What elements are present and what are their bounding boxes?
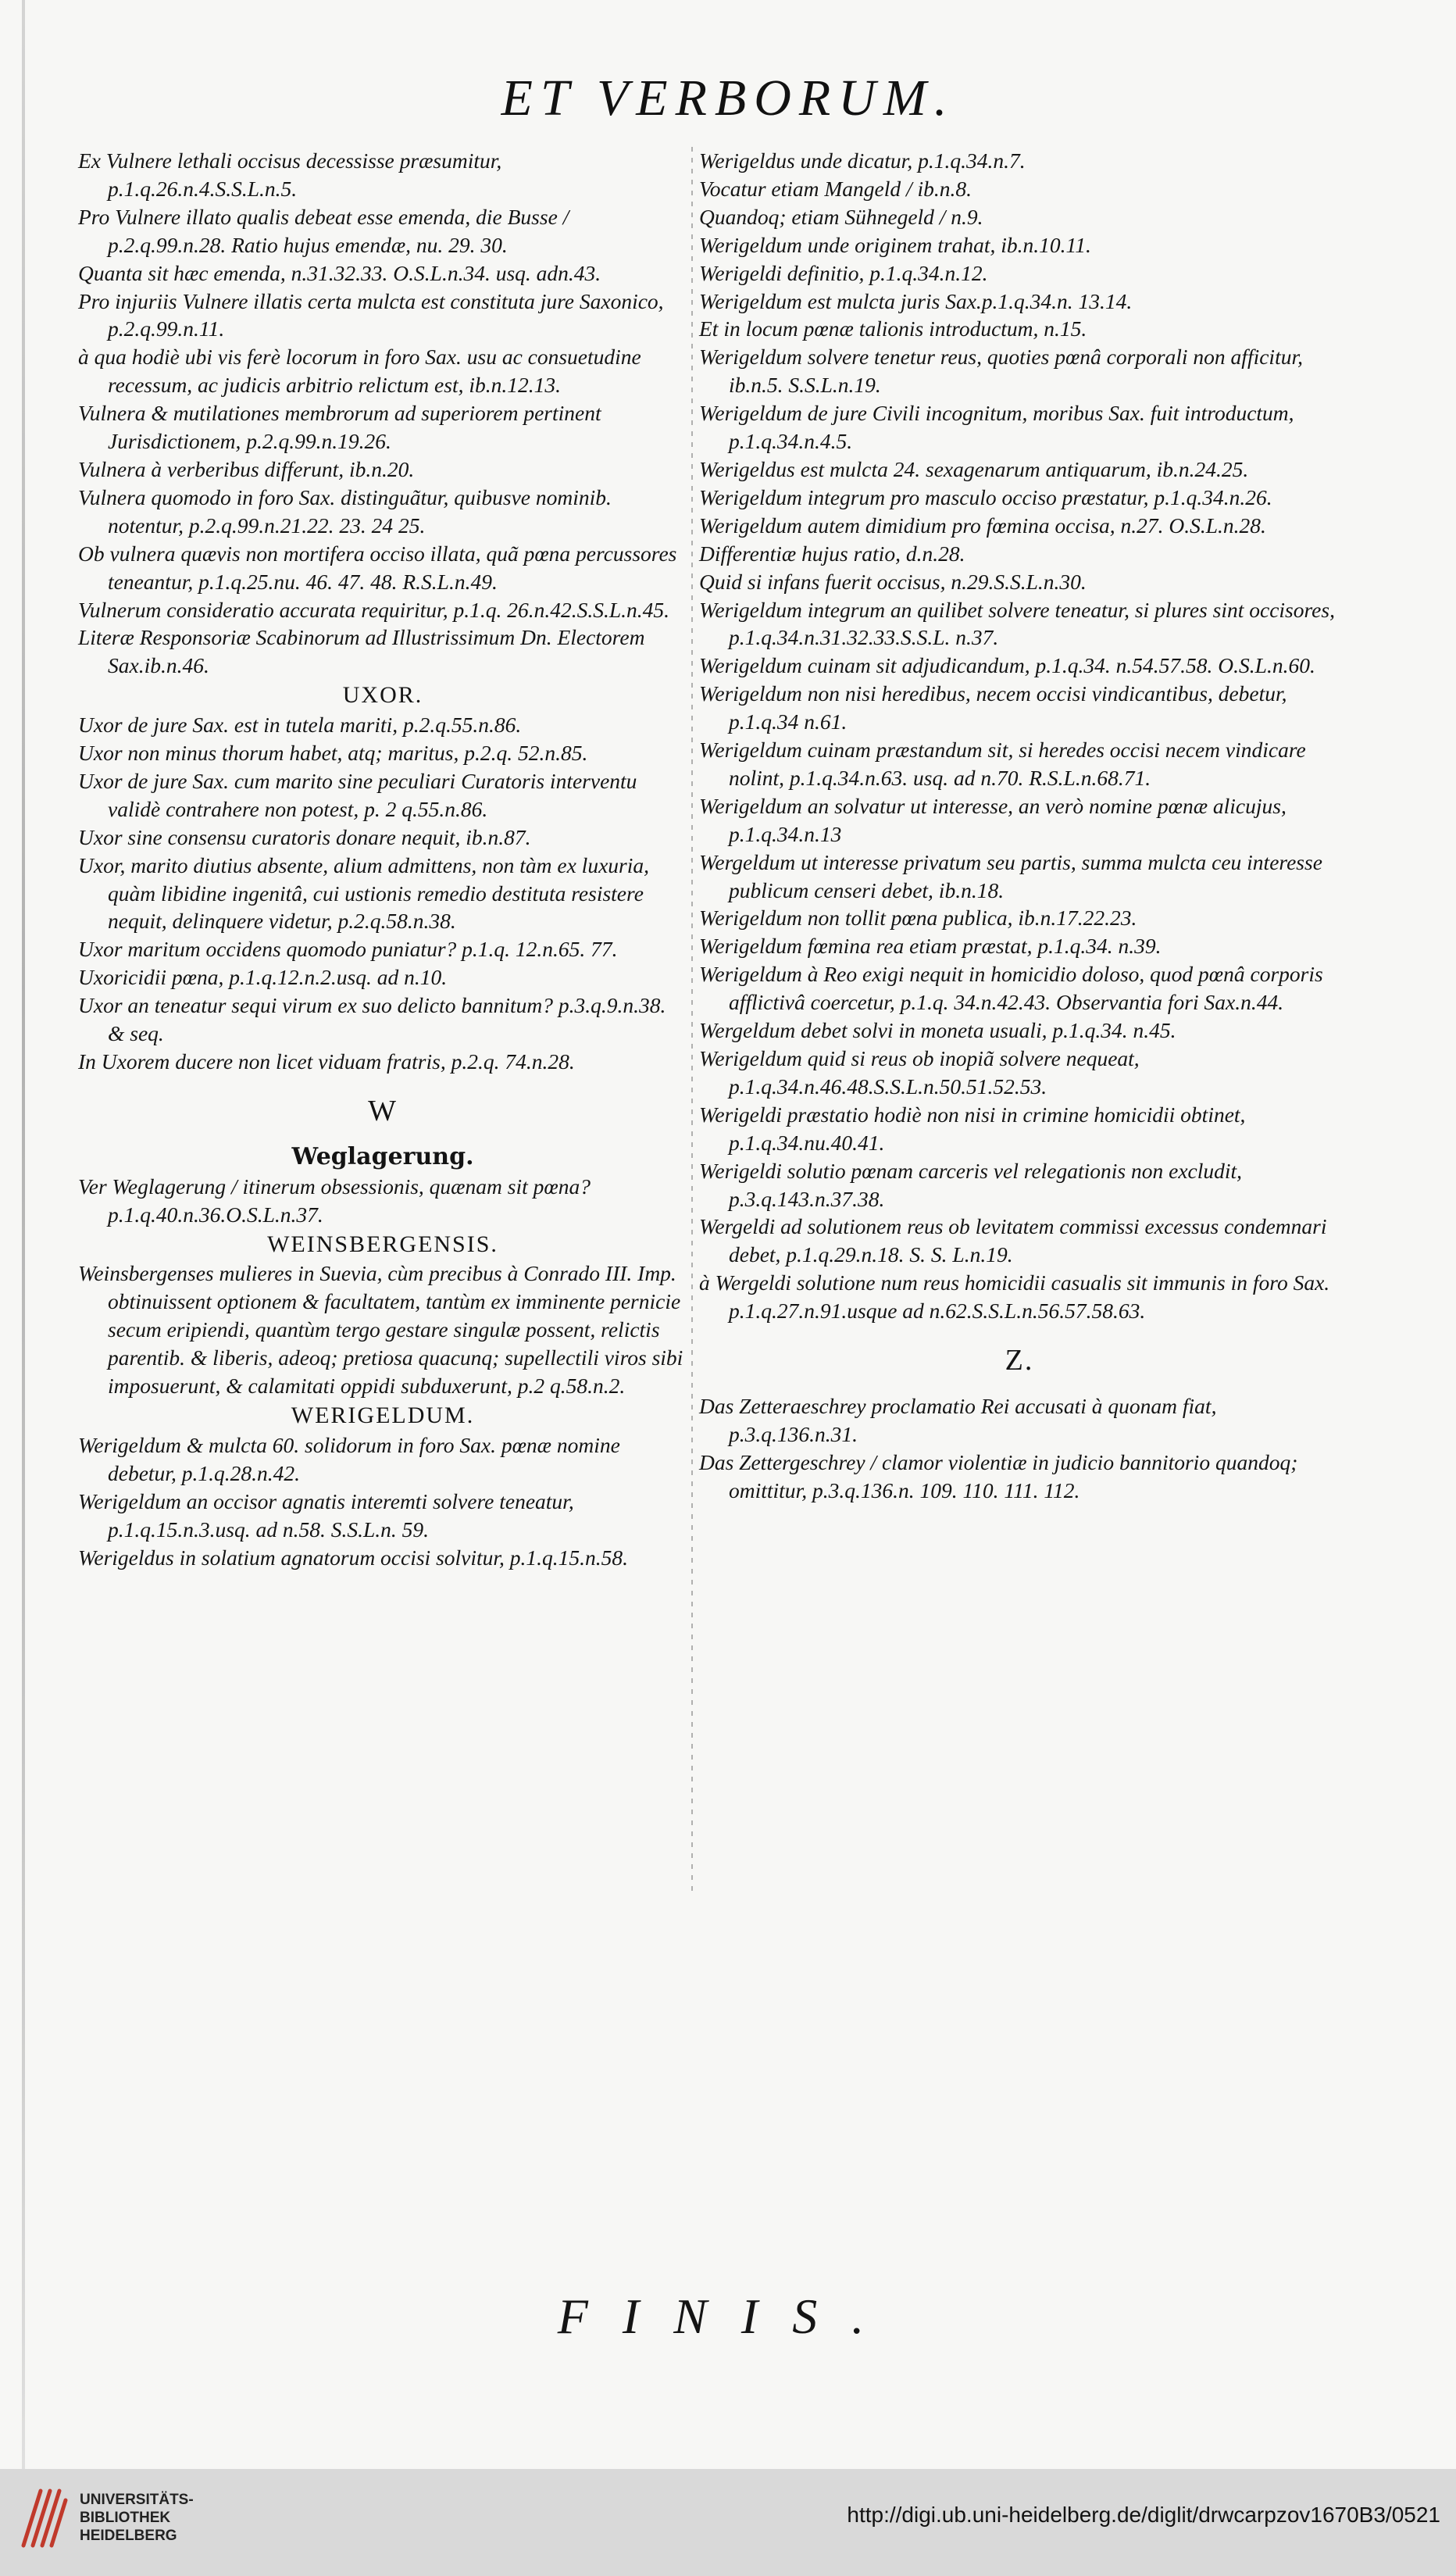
index-entry: Vulnerum consideratio accurata requiritur, p.1.q. 26.n.42.S.S.L.n.45.	[78, 597, 669, 622]
index-entry: Uxor sine consensu curatoris donare nequit, ib.n.87.	[78, 824, 531, 849]
page-edge-shadow	[22, 0, 25, 2469]
index-entry: Werigeldum non nisi heredibus, necem occisi vindicantibus, debetur, p.1.q.34 n.61.	[699, 681, 1287, 734]
running-head: ET VERBORUM.	[501, 70, 955, 127]
index-entry: In Uxorem ducere non licet viduam fratris, p.2.q. 74.n.28.	[78, 1049, 575, 1074]
section-heading: UXOR.	[342, 682, 423, 709]
index-entry: Et in locum pœnæ talionis introductum, n.15.	[699, 316, 1087, 341]
index-entry: Werigeldum solvere tenetur reus, quoties pœnâ corporali non afficitur, ib.n.5. S.S.L.n.19.	[699, 345, 1303, 398]
index-entry: Vulnera à verberibus differunt, ib.n.20.	[78, 456, 415, 481]
index-entry: Ex Vulnere lethali occisus decessisse præsumitur, p.1.q.26.n.4.S.S.L.n.5.	[78, 148, 502, 201]
index-entry: Werigeldus in solatium agnatorum occisi solvitur, p.1.q.15.n.58.	[78, 1545, 629, 1570]
index-entry: Werigeldum autem dimidium pro fœmina occisa, n.27. O.S.L.n.28.	[699, 513, 1266, 538]
index-entry: Werigeldum cuinam sit adjudicandum, p.1.q.34. n.54.57.58. O.S.L.n.60.	[699, 653, 1315, 678]
index-entry: Uxor non minus thorum habet, atq; maritus, p.2.q. 52.n.85.	[78, 741, 588, 766]
index-entry: Quid si infans fuerit occisus, n.29.S.S.L.n.30.	[699, 569, 1087, 594]
index-entry: à Wergeldi solutione num reus homicidii casualis sit immunis in foro Sax. p.1.q.27.n.91.usque ad n.62.S.S.L.n.56.57.58.63.	[699, 1270, 1330, 1324]
index-entry: Pro Vulnere illato qualis debeat esse emenda, die Busse / p.2.q.99.n.28. Ratio hujus emendæ, nu. 29. 30.	[78, 204, 569, 257]
index-entry: Differentiæ hujus ratio, d.n.28.	[699, 541, 965, 566]
page-url-link[interactable]: http://digi.ub.uni-heidelberg.de/diglit/drwcarpzov1670B3/0521	[847, 2503, 1440, 2527]
library-name-line: HEIDELBERG	[80, 2528, 177, 2544]
index-entry: Werigeldum unde originem trahat, ib.n.10.11.	[699, 232, 1091, 257]
index-entry: Quandoq; etiam Sühnegeld / n.9.	[699, 204, 983, 229]
section-heading: WEINSBERGENSIS.	[267, 1231, 498, 1257]
index-entry: Werigeldum quid si reus ob inopiã solvere nequeat, p.1.q.34.n.46.48.S.S.L.n.50.51.52.53.	[699, 1046, 1140, 1099]
index-column-right	[699, 147, 1340, 1505]
index-entry: à qua hodiè ubi vis ferè locorum in foro Sax. usu ac consuetudine recessum, ac judicis arbitrio relictum est, ib.n.12.13.	[78, 345, 641, 398]
index-entry: Quanta sit hæc emenda, n.31.32.33. O.S.L.n.34. usq. adn.43.	[78, 260, 601, 285]
index-entry: Literæ Responsoriæ Scabinorum ad Illustrissimum Dn. Electorem Sax.ib.n.46.	[78, 625, 645, 678]
library-name-line: BIBLIOTHEK	[80, 2510, 171, 2526]
index-entry: Uxor an teneatur sequi virum ex suo delicto bannitum? p.3.q.9.n.38. & seq.	[78, 993, 666, 1046]
index-entry: Wergeldum ut interesse privatum seu partis, summa mulcta ceu interesse publicum censeri debet, ib.n.18.	[699, 849, 1322, 902]
index-entry: Werigeldi præstatio hodiè non nisi in crimine homicidii obtinet, p.1.q.34.nu.40.41.	[699, 1102, 1246, 1155]
index-entry: Werigeldum fœmina rea etiam præstat, p.1.q.34. n.39.	[699, 934, 1162, 959]
index-entry: Werigeldus est mulcta 24. sexagenarum antiquarum, ib.n.24.25.	[699, 456, 1249, 481]
index-entry: Werigeldus unde dicatur, p.1.q.34.n.7.	[699, 148, 1026, 173]
index-entry: Weinsbergenses mulieres in Suevia, cùm precibus à Conrado III. Imp. obtinuissent optionem & facultatem, tantùm ex imminente pernicie secum eripiendi, quantùm tergo gestare singulæ possent, relictis parentib. & liberis, adeoq; pretiosa quacunq; supellectili viros sibi imposuerunt, & calamitati oppidi subduxerunt, p.2 q.58.n.2.	[78, 1261, 683, 1399]
index-entry: Uxor de jure Sax. cum marito sine peculiari Curatoris interventu validè contrahere non potest, p. 2 q.55.n.86.	[78, 768, 637, 821]
index-entry: Uxor, marito diutius absente, alium admittens, non tàm ex luxuria, quàm libidine ingenitâ, cui ustionis remedio destituta resistere nequit, delinquere videtur, p.2.q.58.n.38.	[78, 852, 649, 934]
index-entry: Werigeldum non tollit pœna publica, ib.n.17.22.23.	[699, 906, 1137, 931]
index-entry: Werigeldum an occisor agnatis interemti solvere teneatur, p.1.q.15.n.3.usq. ad n.58. S.S.L.n. 59.	[78, 1488, 574, 1542]
section-heading: WERIGELDUM.	[291, 1402, 475, 1428]
index-entry: Vocatur etiam Mangeld / ib.n.8.	[699, 176, 972, 201]
index-entry: Werigeldi solutio pœnam carceris vel relegationis non excludit, p.3.q.143.n.37.38.	[699, 1158, 1243, 1211]
index-entry: Werigeldum integrum pro masculo occiso præstatur, p.1.q.34.n.26.	[699, 484, 1272, 509]
section-letter-heading: Z.	[1005, 1344, 1034, 1377]
heidelberg-library-logo-icon[interactable]	[17, 2485, 72, 2552]
section-subheading: Weglagerung.	[291, 1142, 474, 1170]
library-name-line: UNIVERSITÄTS-	[80, 2492, 194, 2508]
index-column-left	[78, 147, 687, 1571]
index-entry: Werigeldum an solvatur ut interesse, an verò nomine pœnæ alicujus, p.1.q.34.n.13	[699, 793, 1286, 846]
index-entry: Werigeldum à Reo exigi nequit in homicidio doloso, quod pœnâ corporis afflictivâ coercetur, p.1.q. 34.n.42.43. Observantia fori Sax.n.44.	[699, 962, 1323, 1015]
index-entry: Uxor maritum occidens quomodo puniatur? p.1.q. 12.n.65. 77.	[78, 937, 618, 962]
index-entry: Werigeldum integrum an quilibet solvere teneatur, si plures sint occisores, p.1.q.34.n.31.32.33.S.S.L. n.37.	[699, 597, 1335, 650]
index-entry: Ver Weglagerung / itinerum obsessionis, quænam sit pœna? p.1.q.40.n.36.O.S.L.n.37.	[78, 1174, 591, 1227]
library-name[interactable]	[80, 2491, 194, 2545]
index-entry: Uxor de jure Sax. est in tutela mariti, p.2.q.55.n.86.	[78, 713, 522, 738]
index-entry: Pro injuriis Vulnere illatis certa mulcta est constituta jure Saxonico, p.2.q.99.n.11.	[78, 288, 664, 341]
index-entry: Werigeldum & mulcta 60. solidorum in foro Sax. pœnæ nomine debetur, p.1.q.28.n.42.	[78, 1432, 620, 1485]
index-entry: Das Zettergeschrey / clamor violentiæ in judicio bannitorio quandoq; omittitur, p.3.q.136.n. 109. 110. 111. 112.	[699, 1449, 1298, 1502]
index-entry: Vulnera quomodo in foro Sax. distinguãtur, quibusve nominib. notentur, p.2.q.99.n.21.22. 23. 24 25.	[78, 484, 612, 538]
index-entry: Ob vulnera quævis non mortifera occiso illata, quã pœna percussores teneantur, p.1.q.25.nu. 46. 47. 48. R.S.L.n.49.	[78, 541, 677, 594]
index-entry: Das Zetteraeschrey proclamatio Rei accusati à quonam fiat, p.3.q.136.n.31.	[699, 1393, 1217, 1446]
index-entry: Werigeldum est mulcta juris Sax.p.1.q.34.n. 13.14.	[699, 288, 1133, 313]
index-entry: Vulnera & mutilationes membrorum ad superiorem pertinent Jurisdictionem, p.2.q.99.n.19.26.	[78, 401, 601, 454]
index-entry: Wergeldi ad solutionem reus ob levitatem commissi excessus condemnari debet, p.1.q.29.n.18. S. S. L.n.19.	[699, 1214, 1327, 1267]
index-entry: Werigeldi definitio, p.1.q.34.n.12.	[699, 260, 988, 285]
index-entry: Werigeldum de jure Civili incognitum, moribus Sax. fuit introductum, p.1.q.34.n.4.5.	[699, 401, 1294, 454]
index-entry: Werigeldum cuinam præstandum sit, si heredes occisi necem vindicare nolint, p.1.q.34.n.63. usq. ad n.70. R.S.L.n.68.71.	[699, 738, 1306, 790]
index-entry: Uxoricidii pœna, p.1.q.12.n.2.usq. ad n.10.	[78, 965, 448, 990]
section-letter-heading: W	[368, 1094, 398, 1127]
index-entry: Wergeldum debet solvi in moneta usuali, p.1.q.34. n.45.	[699, 1018, 1176, 1043]
column-divider	[691, 147, 693, 1897]
finis-closing: FINIS.	[557, 2288, 899, 2344]
